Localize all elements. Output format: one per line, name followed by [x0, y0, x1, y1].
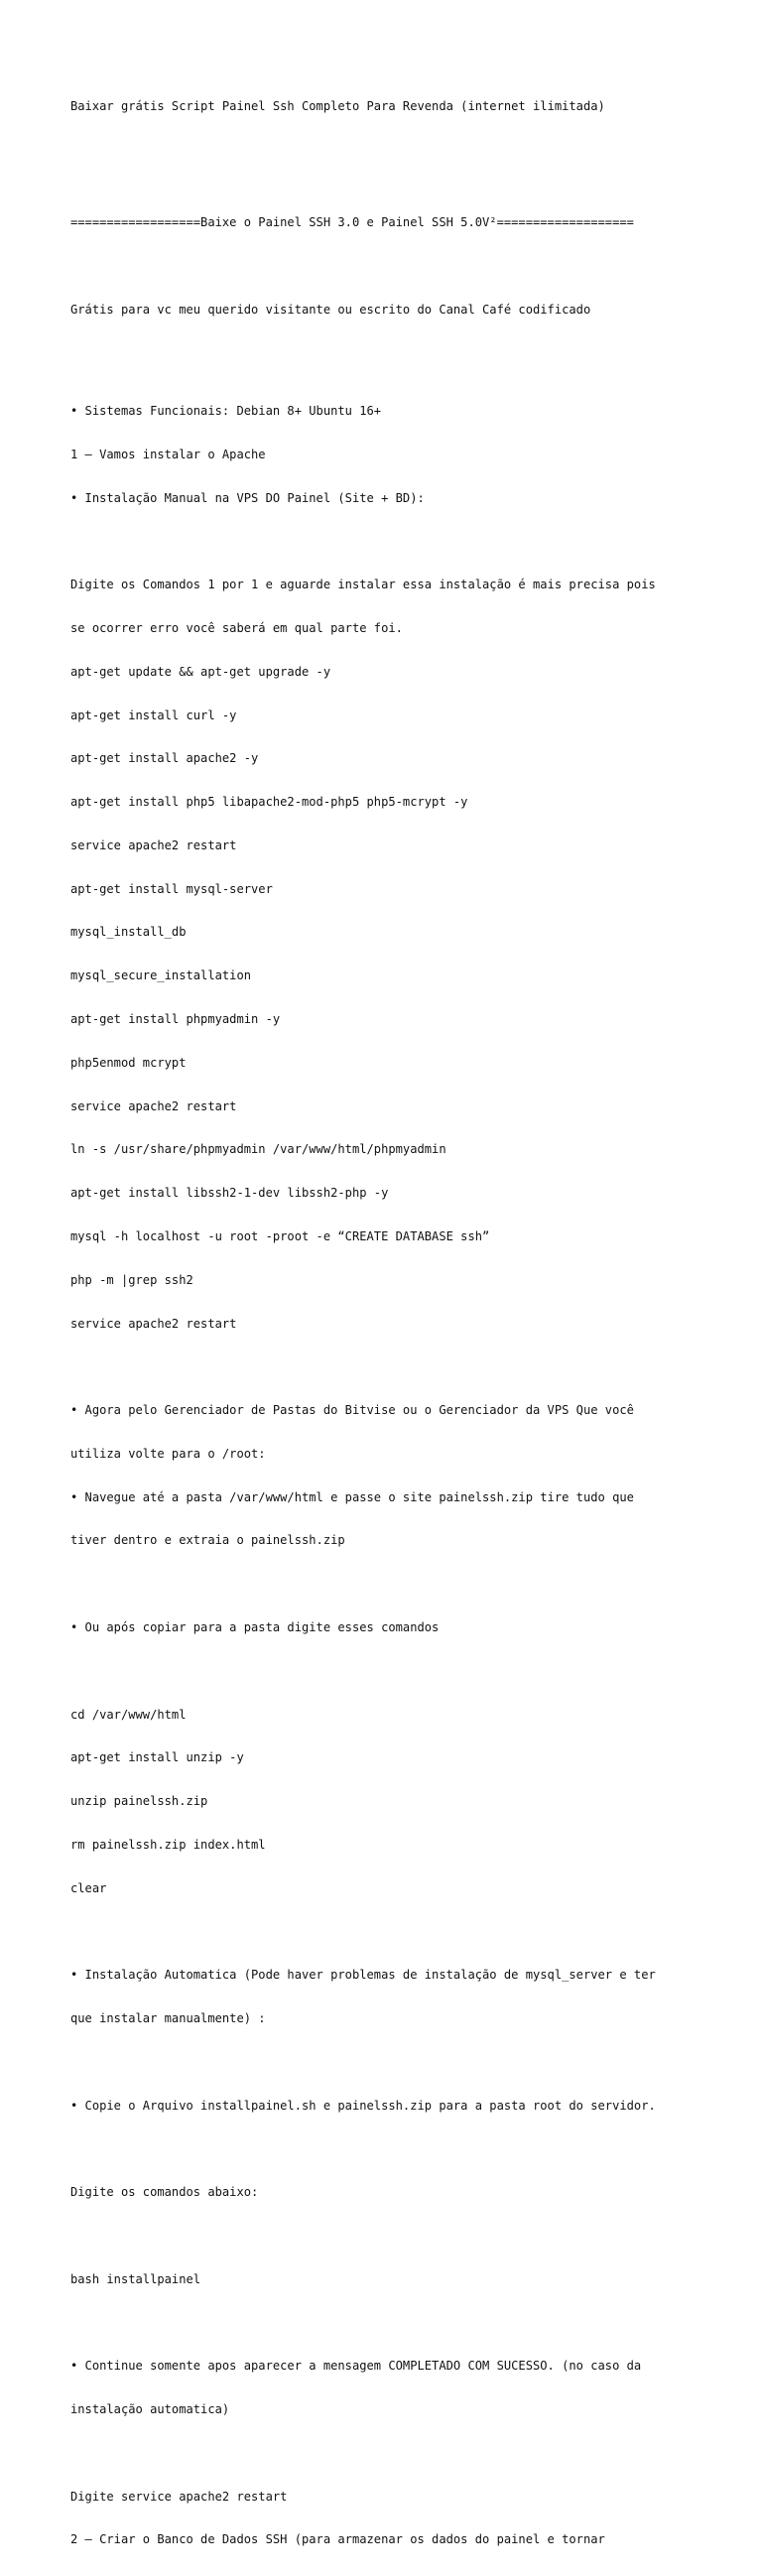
- command-line: apt-get install php5 libapache2-mod-php5 php5-mcrypt -y: [70, 795, 468, 810]
- unzip-command-line: rm painelssh.zip index.html: [70, 1837, 266, 1852]
- intro-paragraph: [70, 274, 705, 346]
- command-line: php -m |grep ssh2: [70, 1272, 193, 1287]
- auto-install-line: que instalar manualmente) :: [70, 2011, 266, 2025]
- command-line: apt-get install phpmyadmin -y: [70, 1012, 281, 1027]
- continue-line: • Continue somente apos aparecer a mensagem COMPLETADO COM SUCESSO. (no caso da: [70, 2359, 642, 2374]
- command-line: service apache2 restart: [70, 1316, 237, 1331]
- unzip-command-line: cd /var/www/html: [70, 1707, 187, 1722]
- command-line: ln -s /usr/share/phpmyadmin /var/www/html/phpmyadmin: [70, 1142, 446, 1157]
- command-line: mysql_install_db: [70, 925, 187, 940]
- command-line: mysql -h localhost -u root -proot -e “CREATE DATABASE ssh”: [70, 1228, 490, 1243]
- manager-line: tiver dentro e extraia o painelssh.zip: [70, 1533, 345, 1548]
- final-line: 2 – Criar o Banco de Dados SSH (para armazenar os dados do painel e tornar: [70, 2532, 605, 2547]
- systems-line: • Sistemas Funcionais: Debian 8+ Ubuntu 16+: [70, 404, 382, 419]
- commands-section: [70, 549, 705, 1359]
- manual-install-line: • Instalação Manual na VPS DO Painel (Site + BD):: [70, 490, 425, 505]
- systems-section: [70, 375, 705, 535]
- continue-line: instalação automatica): [70, 2402, 230, 2417]
- copy-files-line: • Copie o Arquivo installpainel.sh e painelssh.zip para a pasta root do servidor.: [70, 2098, 656, 2113]
- step-one-line: 1 – Vamos instalar o Apache: [70, 447, 266, 461]
- banner-heading: [70, 187, 705, 259]
- auto-install-line: • Instalação Automatica (Pode haver problemas de instalação de mysql_server e ter: [70, 1968, 656, 1983]
- document-page: [70, 70, 705, 2576]
- bash-command-line: bash installpainel: [70, 2271, 201, 2286]
- auto-install-section: [70, 1939, 705, 2055]
- unzip-section: [70, 1678, 705, 1924]
- command-line: apt-get install libssh2-1-dev libssh2-php -y: [70, 1186, 389, 1201]
- after-copy-line: • Ou após copiar para a pasta digite esses comandos: [70, 1619, 440, 1634]
- command-line: service apache2 restart: [70, 837, 237, 852]
- after-copy-paragraph: [70, 1592, 705, 1664]
- manager-line: utiliza volte para o /root:: [70, 1446, 266, 1461]
- intro-line: Grátis para vc meu querido visitante ou escrito do Canal Café codificado: [70, 303, 591, 318]
- manager-line: • Navegue até a pasta /var/www/html e passe o site painelssh.zip tire tudo que: [70, 1489, 634, 1504]
- manager-line: • Agora pelo Gerenciador de Pastas do Bitvise ou o Gerenciador da VPS Que você: [70, 1403, 634, 1418]
- banner-line: ==================Baixe o Painel SSH 3.0 e Painel SSH 5.0V²===================: [70, 215, 634, 230]
- unzip-command-line: clear: [70, 1880, 107, 1895]
- copy-files-paragraph: [70, 2069, 705, 2141]
- command-line: apt-get install mysql-server: [70, 881, 273, 896]
- command-line: php5enmod mcrypt: [70, 1055, 187, 1070]
- command-line: mysql_secure_installation: [70, 968, 252, 983]
- continue-section: [70, 2330, 705, 2446]
- type-commands-line: Digite os comandos abaixo:: [70, 2185, 259, 2200]
- unzip-command-line: apt-get install unzip -y: [70, 1750, 244, 1765]
- type-commands-paragraph: [70, 2156, 705, 2229]
- command-line: se ocorrer erro você saberá em qual parte foi.: [70, 621, 403, 635]
- document-title: [70, 70, 705, 143]
- command-line: apt-get install curl -y: [70, 708, 237, 722]
- final-section: [70, 2460, 705, 2576]
- bash-command-paragraph: [70, 2244, 705, 2316]
- command-line: service apache2 restart: [70, 1098, 237, 1113]
- manager-section: [70, 1374, 705, 1577]
- command-line: apt-get update && apt-get upgrade -y: [70, 664, 331, 679]
- final-line: Digite service apache2 restart: [70, 2489, 288, 2504]
- unzip-command-line: unzip painelssh.zip: [70, 1794, 208, 1809]
- command-line: apt-get install apache2 -y: [70, 751, 259, 766]
- command-line: Digite os Comandos 1 por 1 e aguarde instalar essa instalação é mais precisa pois: [70, 578, 656, 592]
- title-line: Baixar grátis Script Painel Ssh Completo Para Revenda (internet ilimitada): [70, 99, 605, 114]
